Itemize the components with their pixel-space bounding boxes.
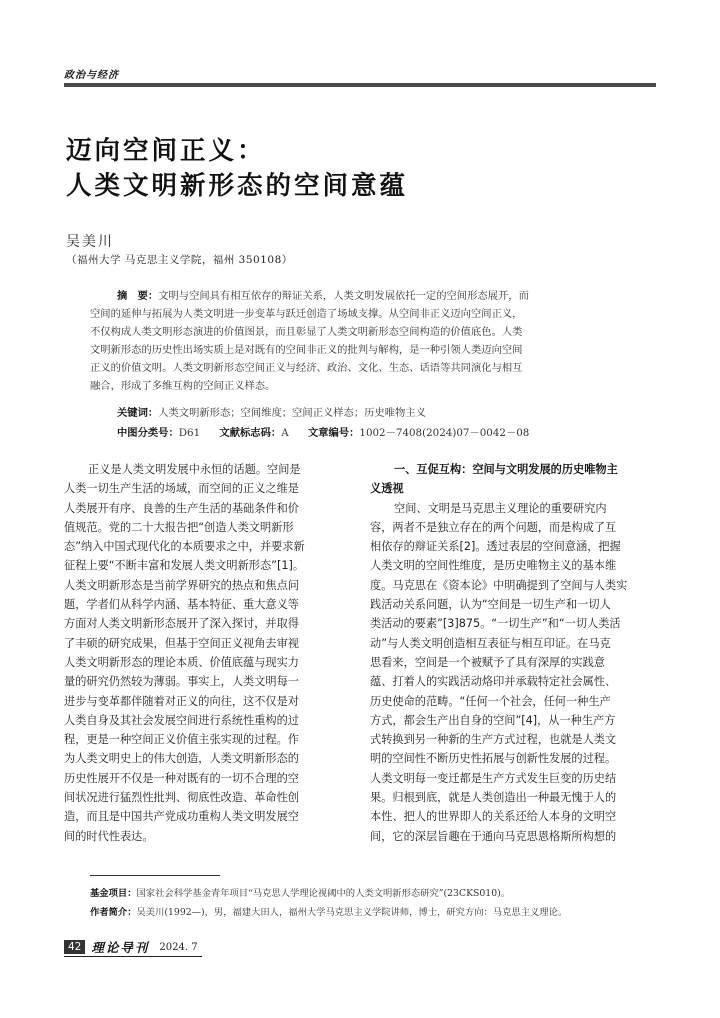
abstract-line: 文明新形态的历史性出场实质上是对既有的空间非正义的批判与解构，是一种引领人类迈向空间 (90, 344, 523, 356)
journal-issue: 2024. 7 (159, 941, 198, 953)
body-line: 明的空间性不断历史性拓展与创新性发展的过程。 (370, 752, 617, 766)
doc-code-value: A (281, 427, 289, 439)
clc-value: D61 (178, 427, 201, 439)
article-number-label: 文章编号： (307, 427, 360, 439)
abstract-line: 不仅构成人类文明形态演进的价值图景，而且彰显了人类文明新形态空间构造的价值底色。人类 (90, 326, 523, 338)
body-line: 方面对人类文明新形态展开了深入探讨，并取得 (64, 617, 299, 631)
abstract-text: 文明与空间具有相互依存的辩证关系，人类文明发展依托一定的空间形态展开，而 (158, 290, 529, 302)
section-heading: 义透视 (370, 482, 404, 496)
body-line: 进步与变革都伴随着对正义的向往，这不仅是对 (64, 694, 299, 708)
body-line: 题，学者们从科学内涵、基本特征、重大意义等 (64, 598, 299, 612)
author-name: 吴美川 (66, 234, 114, 250)
body-left-column (64, 460, 354, 846)
page-number: 42 (64, 940, 85, 954)
keywords (117, 404, 426, 419)
body-line: 间的时代性表达。 (64, 829, 154, 843)
body-line: 人类文明新形态是当前学界研究的热点和焦点问 (64, 578, 299, 592)
body-line: 容，两者不是独立存在的两个问题，而是构成了互 (370, 520, 617, 534)
author-affiliation: （福州大学 马克思主义学院，福州 350108） (66, 254, 293, 266)
body-line: 历史使命的范畴。“任何一个社会，任何一种生产 (370, 694, 611, 708)
section-heading: 一、互促互构：空间与文明发展的历史唯物主 (394, 463, 618, 476)
article-title-line1: 迈向空间正义： (66, 136, 266, 166)
header-rule (64, 83, 656, 87)
body-line: 造，而且是中国共产党成功重构人类文明发展空 (64, 810, 299, 824)
body-line: 度。马克思在《资本论》中明确提到了空间与人类实 (370, 578, 628, 592)
body-line: 人类展开有序、良善的生产生活的基础条件和价 (64, 501, 299, 515)
keywords-text: 人类文明新形态；空间维度；空间正义样态；历史唯物主义 (158, 407, 426, 419)
body-line: 相依存的辩证关系[2]。透过表层的空间意涵，把握 (370, 540, 621, 554)
footnote-rule (90, 875, 220, 876)
abstract (90, 287, 630, 395)
abstract-label: 摘 要： (117, 290, 159, 302)
body-line: 方式，都会生产出自身的空间”[4]，从一种生产方 (370, 713, 616, 727)
body-line: 思看来，空间是一个被赋予了具有深厚的实践意 (370, 655, 605, 669)
author-bio-label: 作者简介： (90, 907, 137, 918)
body-line: 征程上要“不断丰富和发展人类文明新形态”[1]。 (64, 559, 305, 573)
body-line: 了丰硕的研究成果，但基于空间正义视角去审视 (64, 636, 299, 650)
abstract-line: 空间的延伸与拓展为人类文明进一步变革与跃迁创造了场域支撑。从空间非正义迈向空间正义， (90, 308, 523, 320)
body-line: 间状况进行猛烈性批判、彻底性改造、革命性创 (64, 791, 299, 805)
body-line: 类活动的要素”[3]875。“一切生产”和“一切人类活 (370, 617, 621, 631)
body-line: 人类文明每一变迁都是生产方式发生巨变的历史结 (370, 771, 617, 785)
body-line: 人类自身及其社会发展空间进行系统性重构的过 (64, 713, 299, 727)
footnote-author-bio (90, 904, 567, 918)
body-line: 蕴、打着人的实践活动烙印并承载特定社会属性、 (370, 675, 617, 689)
body-line: 间，它的深层旨趣在于通向马克思恩格斯所构想的 (370, 829, 617, 843)
keywords-label: 关键词： (117, 407, 159, 419)
body-right-column (370, 460, 660, 846)
body-line: 量的研究仍然较为薄弱。事实上，人类文明每一 (64, 675, 299, 689)
journal-name: 理论导刊 (91, 940, 150, 955)
body-line: 值规范。党的二十大报告把“创造人类文明新形 (64, 520, 294, 534)
funding-text: 国家社会科学基金青年项目“马克思人学理论视阈中的人类文明新形态研究”(23CKS010)。 (136, 888, 511, 899)
abstract-line: 正义的价值文明。人类文明新形态空间正义与经济、政治、文化、生态、话语等共同演化与相互 (90, 362, 523, 374)
body-line: 历史性展开不仅是一种对既有的一切不合理的空 (64, 771, 299, 785)
body-line: 人类一切生产生活的场域，而空间的正义之维是 (64, 482, 299, 496)
body-line: 程，更是一种空间正义价值主张实现的过程。作 (64, 733, 299, 747)
body-line: 人类文明新形态的理论本质、价值底蕴与现实力 (64, 655, 299, 669)
footnote-funding (90, 885, 510, 899)
article-title-line2: 人类文明新形态的空间意蕴 (66, 171, 409, 201)
footer-rule (64, 956, 202, 957)
body-line: 践活动关系问题，认为“空间是一切生产和一切人 (370, 598, 611, 612)
body-line: 态”纳入中国式现代化的本质要求之中，并要求新 (64, 540, 305, 554)
body-line: 动”与人类文明创造相互表征与相互印证。在马克 (370, 636, 611, 650)
clc-label: 中图分类号： (117, 427, 179, 439)
body-line: 为人类文明史上的伟大创造，人类文明新形态的 (64, 752, 299, 766)
abstract-line (90, 287, 630, 305)
classification-line (117, 424, 545, 439)
abstract-line: 融合，形成了多维互构的空间正义样态。 (90, 380, 276, 392)
article-number-value: 1002－7408(2024)07－0042－08 (359, 427, 530, 439)
page-footer (64, 938, 198, 956)
funding-label: 基金项目： (90, 888, 137, 899)
author-bio-text: 吴美川(1992—)，男，福建大田人，福州大学马克思主义学院讲师，博士，研究方向：马克思主义理论。 (136, 907, 568, 918)
doc-code-label: 文献标志码： (219, 427, 282, 439)
body-line: 人类文明的空间性维度，是历史唯物主义的基本维 (370, 559, 617, 573)
body-line: 果。归根到底，就是人类创造出一种最无愧于人的 (370, 791, 617, 805)
section-label: 政治与经济 (64, 70, 119, 81)
body-line: 空间、文明是马克思主义理论的重要研究内 (394, 501, 607, 515)
body-line: 式转换到另一种新的生产方式过程，也就是人类文 (370, 733, 617, 747)
body-line: 正义是人类文明发展中永恒的话题。空间是 (88, 463, 301, 476)
body-line: 本性、把人的世界即人的关系还给人本身的文明空 (370, 810, 617, 824)
